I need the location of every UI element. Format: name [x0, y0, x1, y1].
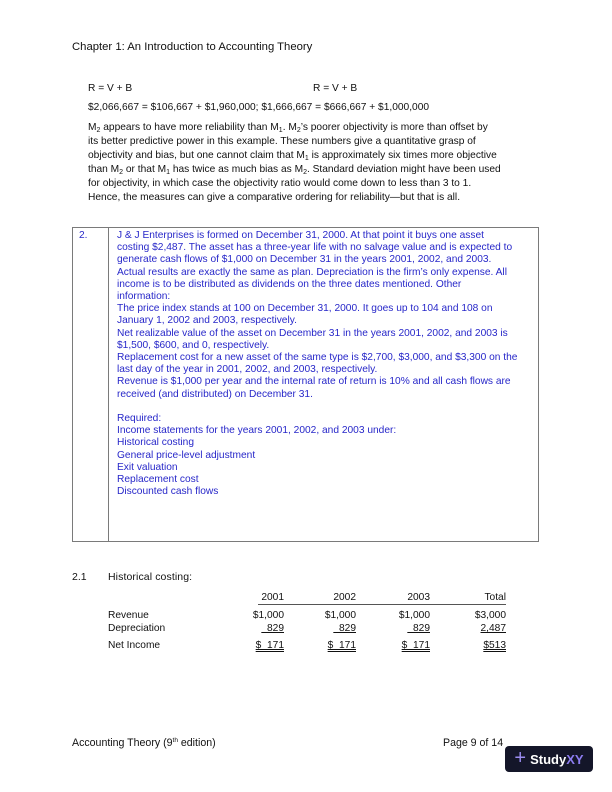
table-cell: $513	[483, 640, 506, 651]
formula-left: R = V + B	[88, 83, 133, 94]
para-line-1: $M_2$ appears to have more reliability than $M_1$. $M_2’s$ poorer objectivity is more than offset by	[88, 122, 488, 134]
table-cell: 829	[261, 623, 284, 634]
table-cell: 829	[333, 623, 356, 634]
problem-line: costing $2,487. The asset has a three-year life with no salvage value and is expected to	[117, 242, 513, 254]
problem-line: last day of the year in 2001, 2002, and 2003, respectively.	[117, 364, 378, 376]
header-rule	[258, 604, 506, 605]
problem-line: $1,500, $600, and 0, respectively.	[117, 339, 270, 351]
column-header-2001: 2001	[261, 592, 284, 603]
row-label-depreciation: Depreciation	[108, 623, 166, 634]
problem-content	[117, 230, 535, 498]
plus-icon: +	[514, 747, 527, 769]
problem-line: J & J Enterprises is formed on December 31, 2000. At that point it buys one asset	[117, 230, 484, 241]
para-line-6: Hence, the measures can give a comparative ordering for reliability—but that is all.	[88, 192, 461, 203]
table-cell: $1,000	[252, 610, 284, 621]
problem-line: Net realizable value of the asset on December 31 in the years 2001, 2002, and 2003 is	[117, 327, 508, 339]
method-item: Replacement cost	[117, 474, 199, 486]
row-label-revenue: Revenue	[108, 610, 149, 621]
method-item: General price-level adjustment	[117, 449, 256, 461]
studyxy-badge[interactable]	[505, 746, 593, 772]
problem-box	[72, 227, 539, 542]
para-line-3: objectivity and bias, but one cannot claim that $M_1$ is approximately six times more objective	[88, 150, 497, 162]
reliability-paragraph	[88, 121, 540, 205]
required-intro: Income statements for the years 2001, 2002, and 2003 under:	[117, 425, 397, 437]
page-number: Page 9 of 14	[443, 737, 504, 749]
table-cell: $ 171	[327, 640, 356, 651]
problem-line: received (and distributed) on December 31.	[117, 388, 313, 400]
problem-line: January 1, 2002 and 2003, respectively.	[117, 315, 297, 327]
problem-line: Actual results are exactly the same as plan. Depreciation is the firm’s only expense. All	[117, 266, 507, 278]
para-line-4: than $M_2$ or that $M_1$ has twice as much bias as $M_2$. Standard deviation might have been used	[88, 164, 501, 176]
table-cell: $ 171	[255, 640, 284, 651]
table-cell: $3,000	[474, 610, 506, 621]
formula-right: R = V + B	[313, 83, 358, 94]
required-label: Required:	[117, 413, 162, 425]
para-line-5: for objectivity, in which case the objectivity ratio would come down to less than 3 to 1.	[88, 178, 472, 189]
row-label-net-income: Net Income	[108, 640, 161, 651]
brand-name: StudyXY	[530, 751, 584, 767]
table-cell: $ 171	[401, 640, 430, 651]
spacer	[117, 401, 535, 413]
section-number: 2.1	[72, 571, 87, 583]
column-header-2002: 2002	[333, 592, 356, 603]
footer-book-title: Accounting Theory (9th edition)	[72, 737, 216, 749]
column-header-2003: 2003	[407, 592, 430, 603]
table-cell: $1,000	[324, 610, 356, 621]
problem-number: 2.	[79, 230, 88, 241]
table-cell: $1,000	[398, 610, 430, 621]
column-divider	[108, 228, 109, 541]
table-cell: 829	[407, 623, 430, 634]
table-cell: 2,487	[480, 623, 506, 634]
column-header-total: Total	[484, 592, 506, 603]
problem-line: The price index stands at 100 on December 31, 2000. It goes up to 104 and 108 on	[117, 303, 493, 315]
problem-line: income is to be distributed as dividends on the three dates mentioned. Other	[117, 278, 462, 290]
problem-line: Replacement cost for a new asset of the same type is $2,700, $3,000, and $3,300 on the	[117, 352, 518, 364]
problem-line: Revenue is $1,000 per year and the internal rate of return is 10% and all cash flows are	[117, 376, 511, 388]
section-title: Historical costing:	[108, 571, 193, 583]
problem-line: generate cash flows of $1,000 on December 31 in the years 2001, 2002, and 2003.	[117, 254, 492, 266]
problem-line: information:	[117, 291, 171, 303]
method-item: Historical costing	[117, 437, 194, 449]
para-line-2: its better predictive power in this example. These numbers give a quantitative grasp of	[88, 136, 476, 147]
formula-values: $2,066,667 = $106,667 + $1,960,000; $1,666,667 = $666,667 + $1,000,000	[88, 102, 430, 113]
method-item: Discounted cash flows	[117, 486, 219, 498]
chapter-header: Chapter 1: An Introduction to Accounting Theory	[72, 41, 313, 53]
method-item: Exit valuation	[117, 461, 178, 473]
